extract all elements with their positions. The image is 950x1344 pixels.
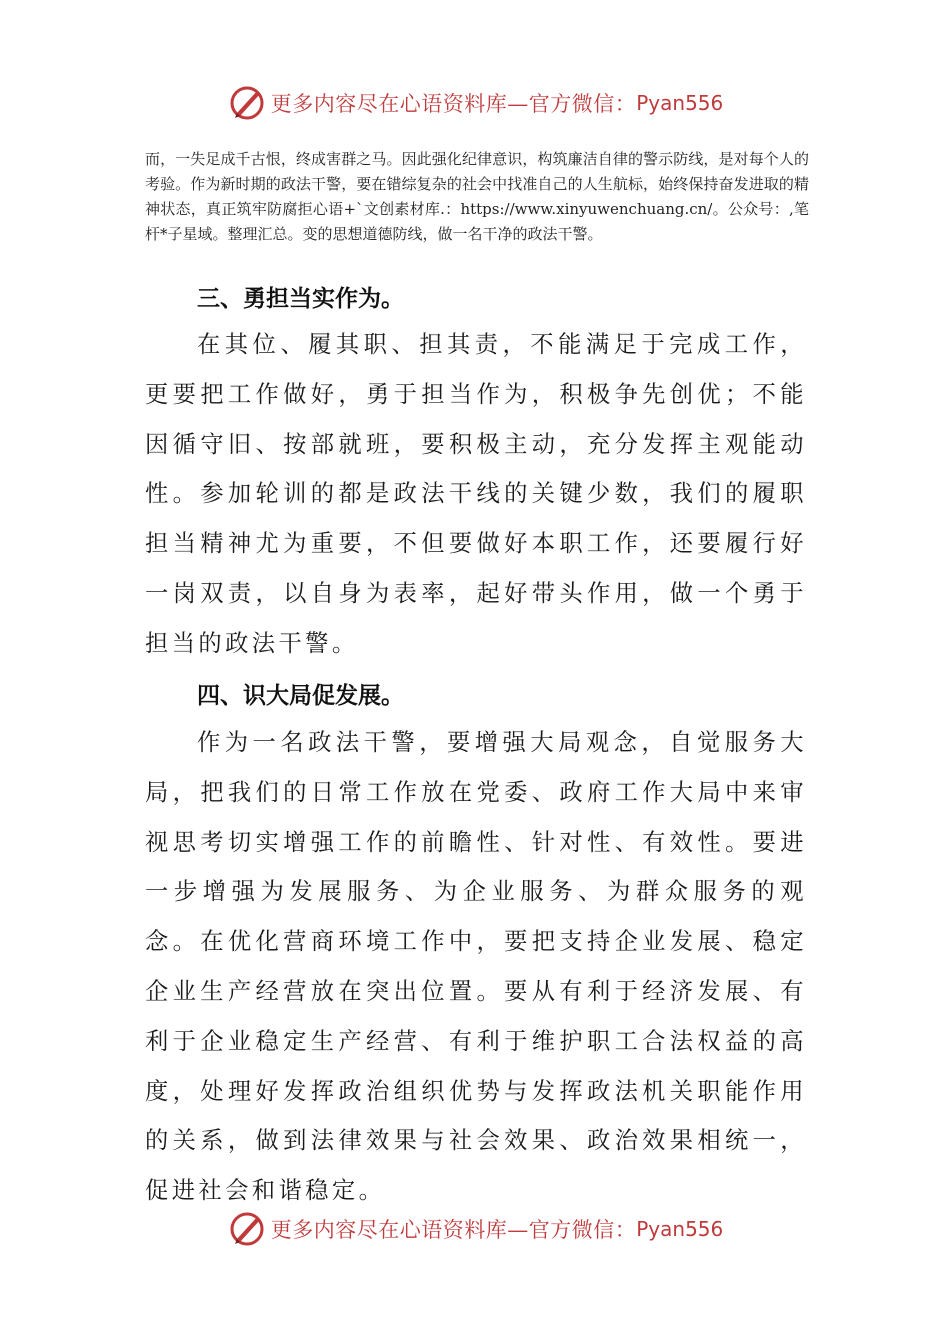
section-heading-3: 三、勇担当实作为。 [197, 286, 404, 312]
intro-paragraph: 而，一失足成千古恨，终成害群之马。因此强化纪律意识，构筑廉洁自律的警示防线，是对每个人的考验。作为新时期的政法干警，要在错综复杂的社会中找准自己的人生航标，始终保持奋发进取的精神状态，真正筑牢防腐拒心语+`文创素材库.：https://www.xinyuwenchuang.cn/。公众号：,笔杆*子星域。整理汇总。变的思想道德防线，做一名干净的政法干警。 [145, 150, 809, 243]
banner-text: 更多内容尽在心语资料库—官方微信： [270, 92, 637, 116]
section-heading-4: 四、识大局促发展。 [197, 683, 404, 709]
banner-contact: Pyan556 [636, 1217, 724, 1241]
section-body-4: 作为一名政法干警，要增强大局观念，自觉服务大局，把我们的日常工作放在党委、政府工作大局中来审视思考切实增强工作的前瞻性、针对性、有效性。要进一步增强为发展服务、为企业服务、为群众服务的观念。在优化营商环境工作中，要把支持企业发展、稳定企业生产经营放在突出位置。要从有利于经济发展、有利于企业稳定生产经营、有利于维护职工合法权益的高度，处理好发挥政治组织优势与发挥政法机关职能作用的关系，做到法律效果与社会效果、政治效果相统一，促进社会和谐稳定。 [145, 729, 807, 1205]
pen-logo-icon [227, 83, 267, 123]
header-banner [0, 81, 950, 125]
section-body-3: 在其位、履其职、担其责，不能满足于完成工作，更要把工作做好，勇于担当作为，积极争先创优；不能因循守旧、按部就班，要积极主动，充分发挥主观能动性。参加轮训的都是政法干线的关键少数，我们的履职担当精神尤为重要，不但要做好本职工作，还要履行好一岗双责，以自身为表率，起好带头作用，做一个勇于担当的政法干警。 [145, 331, 807, 657]
banner-contact: Pyan556 [636, 91, 724, 115]
pen-logo-icon [227, 1209, 267, 1249]
footer-banner [0, 1207, 950, 1251]
banner-text: 更多内容尽在心语资料库—官方微信： [270, 1218, 637, 1242]
